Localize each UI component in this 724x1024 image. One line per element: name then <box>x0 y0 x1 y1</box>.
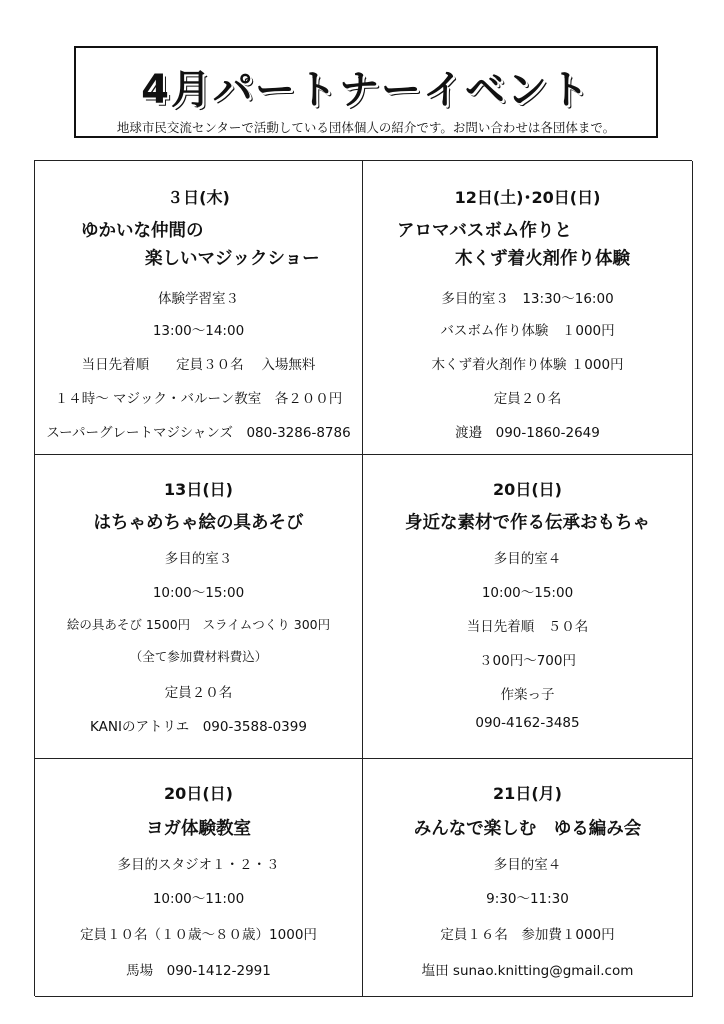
event-contact: 塩田 sunao.knitting@gmail.com <box>421 963 634 979</box>
event-room: 多目的室４ <box>493 551 562 567</box>
event-price: バスボム作り体験 １000円 <box>440 323 615 339</box>
event-price: 絵の具あそび 1500円 スライムつくり 300円 <box>66 617 331 632</box>
event-price: 木くず着火剤作り体験 １000円 <box>431 357 624 373</box>
event-title: ヨガ体験教室 <box>146 819 251 839</box>
event-date: ３日(木) <box>167 188 230 207</box>
event-capacity: 定員２０名 <box>164 685 233 701</box>
event-time: 10:00～15:00 <box>152 585 245 601</box>
event-capacity: 当日先着順 ５０名 <box>466 619 589 635</box>
page-title: 4月パートナーイベント <box>141 67 591 113</box>
event-extra: １４時～ マジック・バルーン教室 各２００円 <box>54 391 343 407</box>
event-card <box>35 455 363 759</box>
event-title-line1: ゆかいな仲間の <box>81 221 204 241</box>
event-room: 多目的室３ <box>164 551 233 567</box>
event-price: ３00円～700円 <box>479 653 576 669</box>
event-contact: KANIのアトリエ 090-3588-0399 <box>90 719 307 735</box>
event-title: はちゃめちゃ絵の具あそび <box>93 513 304 533</box>
event-date: 20日(日) <box>493 480 562 499</box>
event-date: 12日(土)･20日(日) <box>454 188 601 207</box>
event-capacity: 定員１０名（１０歳～８０歳）1000円 <box>80 927 317 943</box>
page-subtitle: 地球市民交流センターで活動している団体個人の紹介です。お問い合わせは各団体まで。 <box>116 120 616 135</box>
event-card <box>35 161 363 455</box>
event-title-line2: 楽しいマジックショー <box>145 249 320 269</box>
event-contact: 馬場 090-1412-2991 <box>126 963 271 979</box>
event-capacity: 定員１６名 参加費１000円 <box>440 927 615 943</box>
event-room: 体験学習室３ <box>158 291 239 307</box>
event-title: 身近な素材で作る伝承おもちゃ <box>405 513 650 533</box>
header-box <box>74 46 658 138</box>
event-time: 13:00～14:00 <box>152 323 245 339</box>
event-time: 10:00～15:00 <box>481 585 574 601</box>
event-room: 多目的スタジオ１・２・３ <box>117 857 280 873</box>
event-title: みんなで楽しむ ゆる編み会 <box>413 819 642 839</box>
event-organizer: 作楽っ子 <box>500 687 555 703</box>
event-card <box>363 455 693 759</box>
event-contact: スーパーグレートマジシャンズ 080-3286-8786 <box>46 425 351 441</box>
event-card <box>363 161 693 455</box>
event-time: 10:00～11:00 <box>152 891 245 907</box>
event-capacity: 当日先着順 定員３０名 入場無料 <box>81 357 316 373</box>
event-room: 多目的室４ <box>493 857 562 873</box>
event-card <box>363 759 693 997</box>
event-title-line1: アロマバスボム作りと <box>397 221 572 241</box>
event-title-line2: 木くず着火剤作り体験 <box>455 249 630 269</box>
event-date: 13日(日) <box>164 480 233 499</box>
event-grid <box>34 160 692 996</box>
event-date: 20日(日) <box>164 784 233 803</box>
event-contact: 090-4162-3485 <box>475 715 580 731</box>
event-time: 9:30～11:30 <box>486 891 569 907</box>
event-contact: 渡邉 090-1860-2649 <box>455 425 600 441</box>
event-card <box>35 759 363 997</box>
event-price-note: （全て参加費材料費込） <box>129 649 268 664</box>
event-capacity: 定員２０名 <box>493 391 562 407</box>
event-room-time: 多目的室３ 13:30～16:00 <box>441 291 614 307</box>
event-date: 21日(月) <box>493 784 562 803</box>
